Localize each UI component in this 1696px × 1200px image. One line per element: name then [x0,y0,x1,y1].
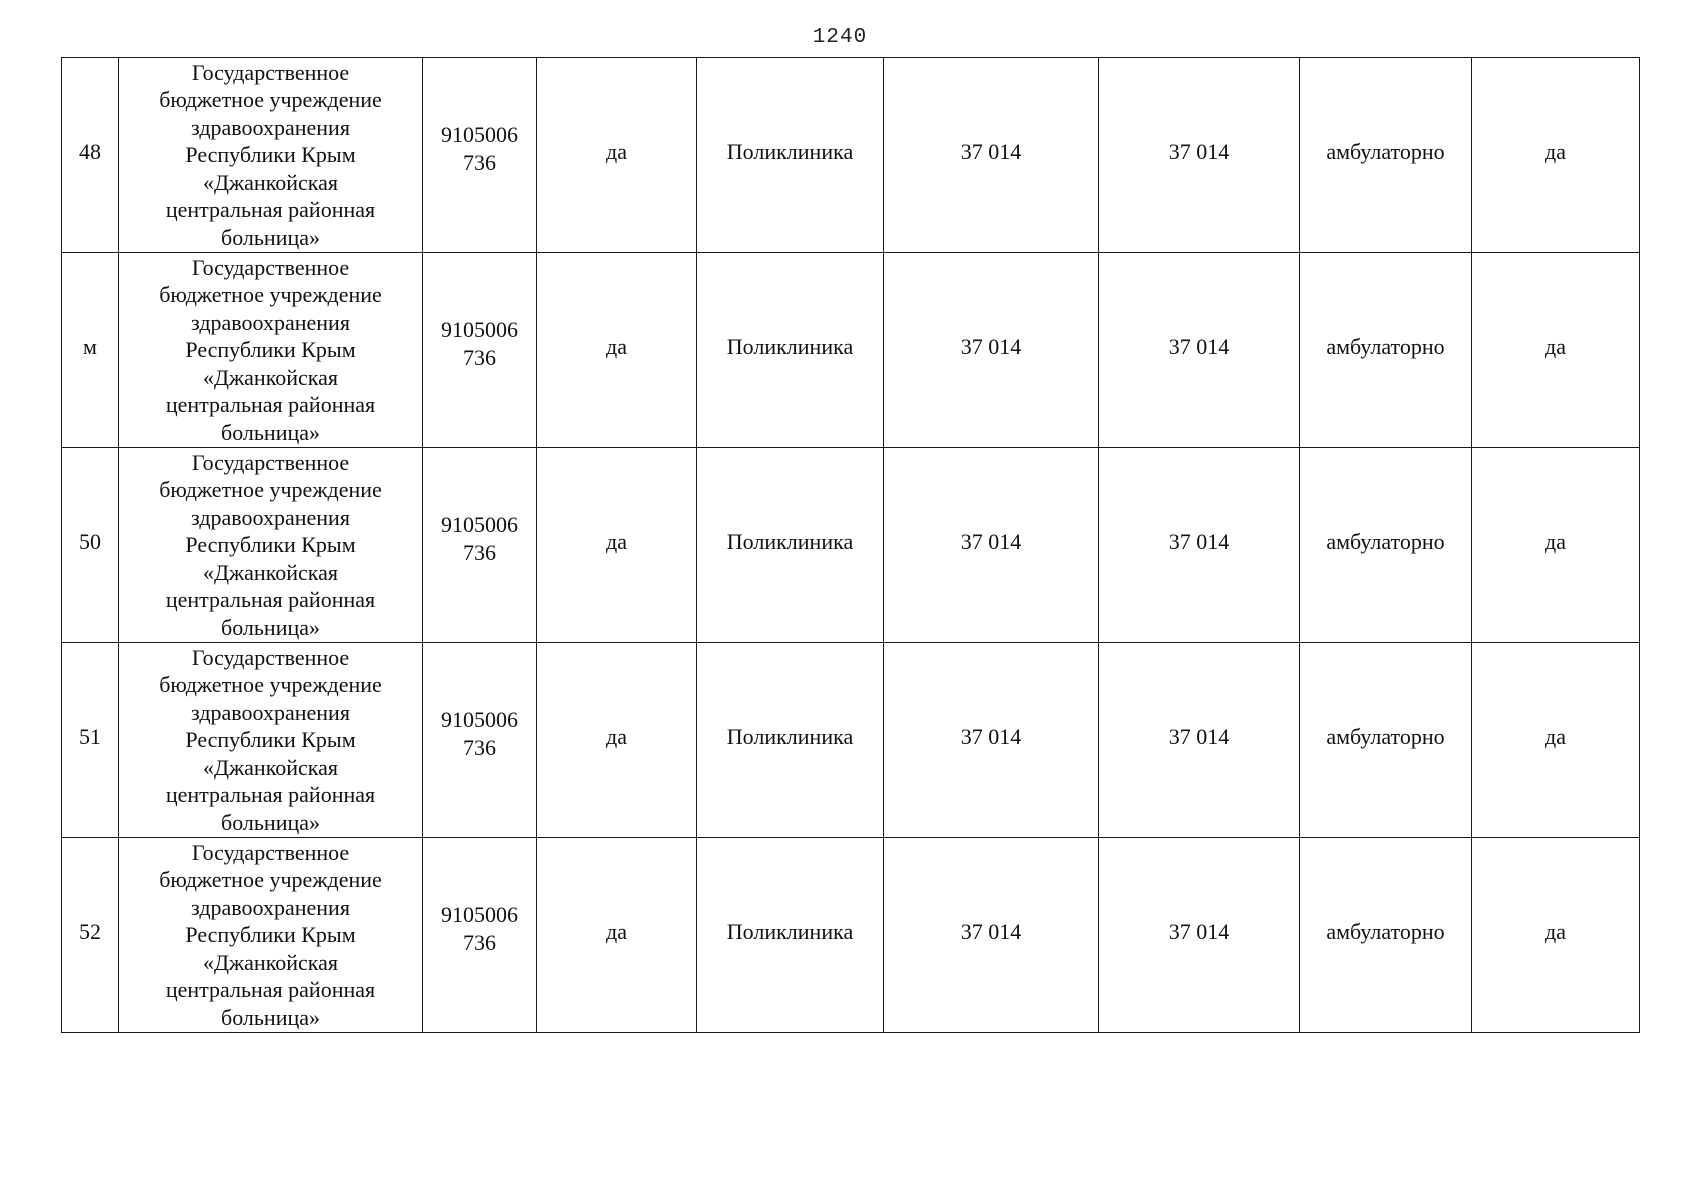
inn-line: 9105006 [441,317,518,342]
organization-name-line: здравоохранения [191,114,350,140]
inn-cell [423,448,537,643]
organization-name-line: Республики Крым [185,727,356,753]
organization-name-cell [119,838,423,1033]
flag-cell: да [537,838,697,1033]
inn-line: 736 [463,345,496,370]
value1-cell: 37 014 [884,838,1099,1033]
organization-name-cell [119,58,423,253]
inn-line: 736 [463,735,496,760]
organization-name-line: бюджетное учреждение [159,867,382,893]
facility-type-cell: Поликлиника [697,838,884,1033]
table-row [62,643,1640,838]
organization-name-line: «Джанкойская [202,169,339,195]
organization-name-line: Государственное [191,839,350,865]
inn-line: 736 [463,540,496,565]
page-number: 1240 [812,26,868,49]
care-mode-cell: амбулаторно [1300,58,1472,253]
value2-cell: 37 014 [1099,448,1300,643]
organization-name-line: здравоохранения [191,894,350,920]
organization-name-line: Республики Крым [185,922,356,948]
value1-cell: 37 014 [884,58,1099,253]
organization-name-line: бюджетное учреждение [159,87,382,113]
organization-name-line: центральная районная [165,392,376,418]
organization-name-line: центральная районная [165,782,376,808]
organization-name-line: Государственное [191,254,350,280]
inn-line: 9105006 [441,122,518,147]
inn-line: 736 [463,930,496,955]
facility-type-cell: Поликлиника [697,58,884,253]
organization-name-line: Государственное [191,449,350,475]
inn-cell [423,838,537,1033]
facility-type-cell: Поликлиника [697,448,884,643]
value2-cell: 37 014 [1099,643,1300,838]
organization-name-line: «Джанкойская [202,949,339,975]
care-mode-cell: амбулаторно [1300,253,1472,448]
value2-cell: 37 014 [1099,838,1300,1033]
flag2-cell: да [1472,838,1640,1033]
flag-cell: да [537,643,697,838]
organization-name-cell [119,253,423,448]
inn-cell [423,253,537,448]
organization-name-line: Республики Крым [185,532,356,558]
row-number-cell: 52 [62,838,119,1033]
organization-name-line: больница» [221,224,320,250]
value2-cell: 37 014 [1099,253,1300,448]
organization-name-line: «Джанкойская [202,559,339,585]
organization-name-line: больница» [221,1004,320,1030]
flag2-cell: да [1472,448,1640,643]
organization-name-line: здравоохранения [191,504,350,530]
organization-name-line: Республики Крым [185,337,356,363]
organization-name-line: Государственное [191,59,350,85]
organization-name-line: больница» [221,809,320,835]
inn-line: 9105006 [441,707,518,732]
inn-line: 9105006 [441,512,518,537]
organization-name-line: «Джанкойская [202,754,339,780]
value1-cell: 37 014 [884,253,1099,448]
organization-name-line: бюджетное учреждение [159,282,382,308]
value1-cell: 37 014 [884,643,1099,838]
flag-cell: да [537,448,697,643]
row-number-cell: м [62,253,119,448]
care-mode-cell: амбулаторно [1300,838,1472,1033]
inn-line: 9105006 [441,902,518,927]
organization-name-line: Государственное [191,644,350,670]
table-row [62,448,1640,643]
row-number-cell: 50 [62,448,119,643]
organization-name-line: больница» [221,614,320,640]
organization-name-line: больница» [221,419,320,445]
row-number-cell: 48 [62,58,119,253]
organization-name-cell [119,643,423,838]
value2-cell: 37 014 [1099,58,1300,253]
flag-cell: да [537,58,697,253]
facility-type-cell: Поликлиника [697,253,884,448]
organization-name-line: «Джанкойская [202,364,339,390]
organization-name-line: бюджетное учреждение [159,672,382,698]
inn-cell [423,58,537,253]
care-mode-cell: амбулаторно [1300,448,1472,643]
organization-name-line: центральная районная [165,587,376,613]
facility-type-cell: Поликлиника [697,643,884,838]
inn-cell [423,643,537,838]
table-body [62,58,1640,1033]
row-number-cell: 51 [62,643,119,838]
organization-name-line: здравоохранения [191,309,350,335]
flag2-cell: да [1472,253,1640,448]
table-row [62,58,1640,253]
care-mode-cell: амбулаторно [1300,643,1472,838]
organization-name-cell [119,448,423,643]
inn-line: 736 [463,150,496,175]
flag2-cell: да [1472,58,1640,253]
table-row [62,838,1640,1033]
organization-name-line: здравоохранения [191,699,350,725]
organization-name-line: Республики Крым [185,142,356,168]
flag-cell: да [537,253,697,448]
organization-name-line: центральная районная [165,977,376,1003]
facilities-table [61,57,1640,1033]
flag2-cell: да [1472,643,1640,838]
organization-name-line: центральная районная [165,197,376,223]
value1-cell: 37 014 [884,448,1099,643]
organization-name-line: бюджетное учреждение [159,477,382,503]
table-row [62,253,1640,448]
